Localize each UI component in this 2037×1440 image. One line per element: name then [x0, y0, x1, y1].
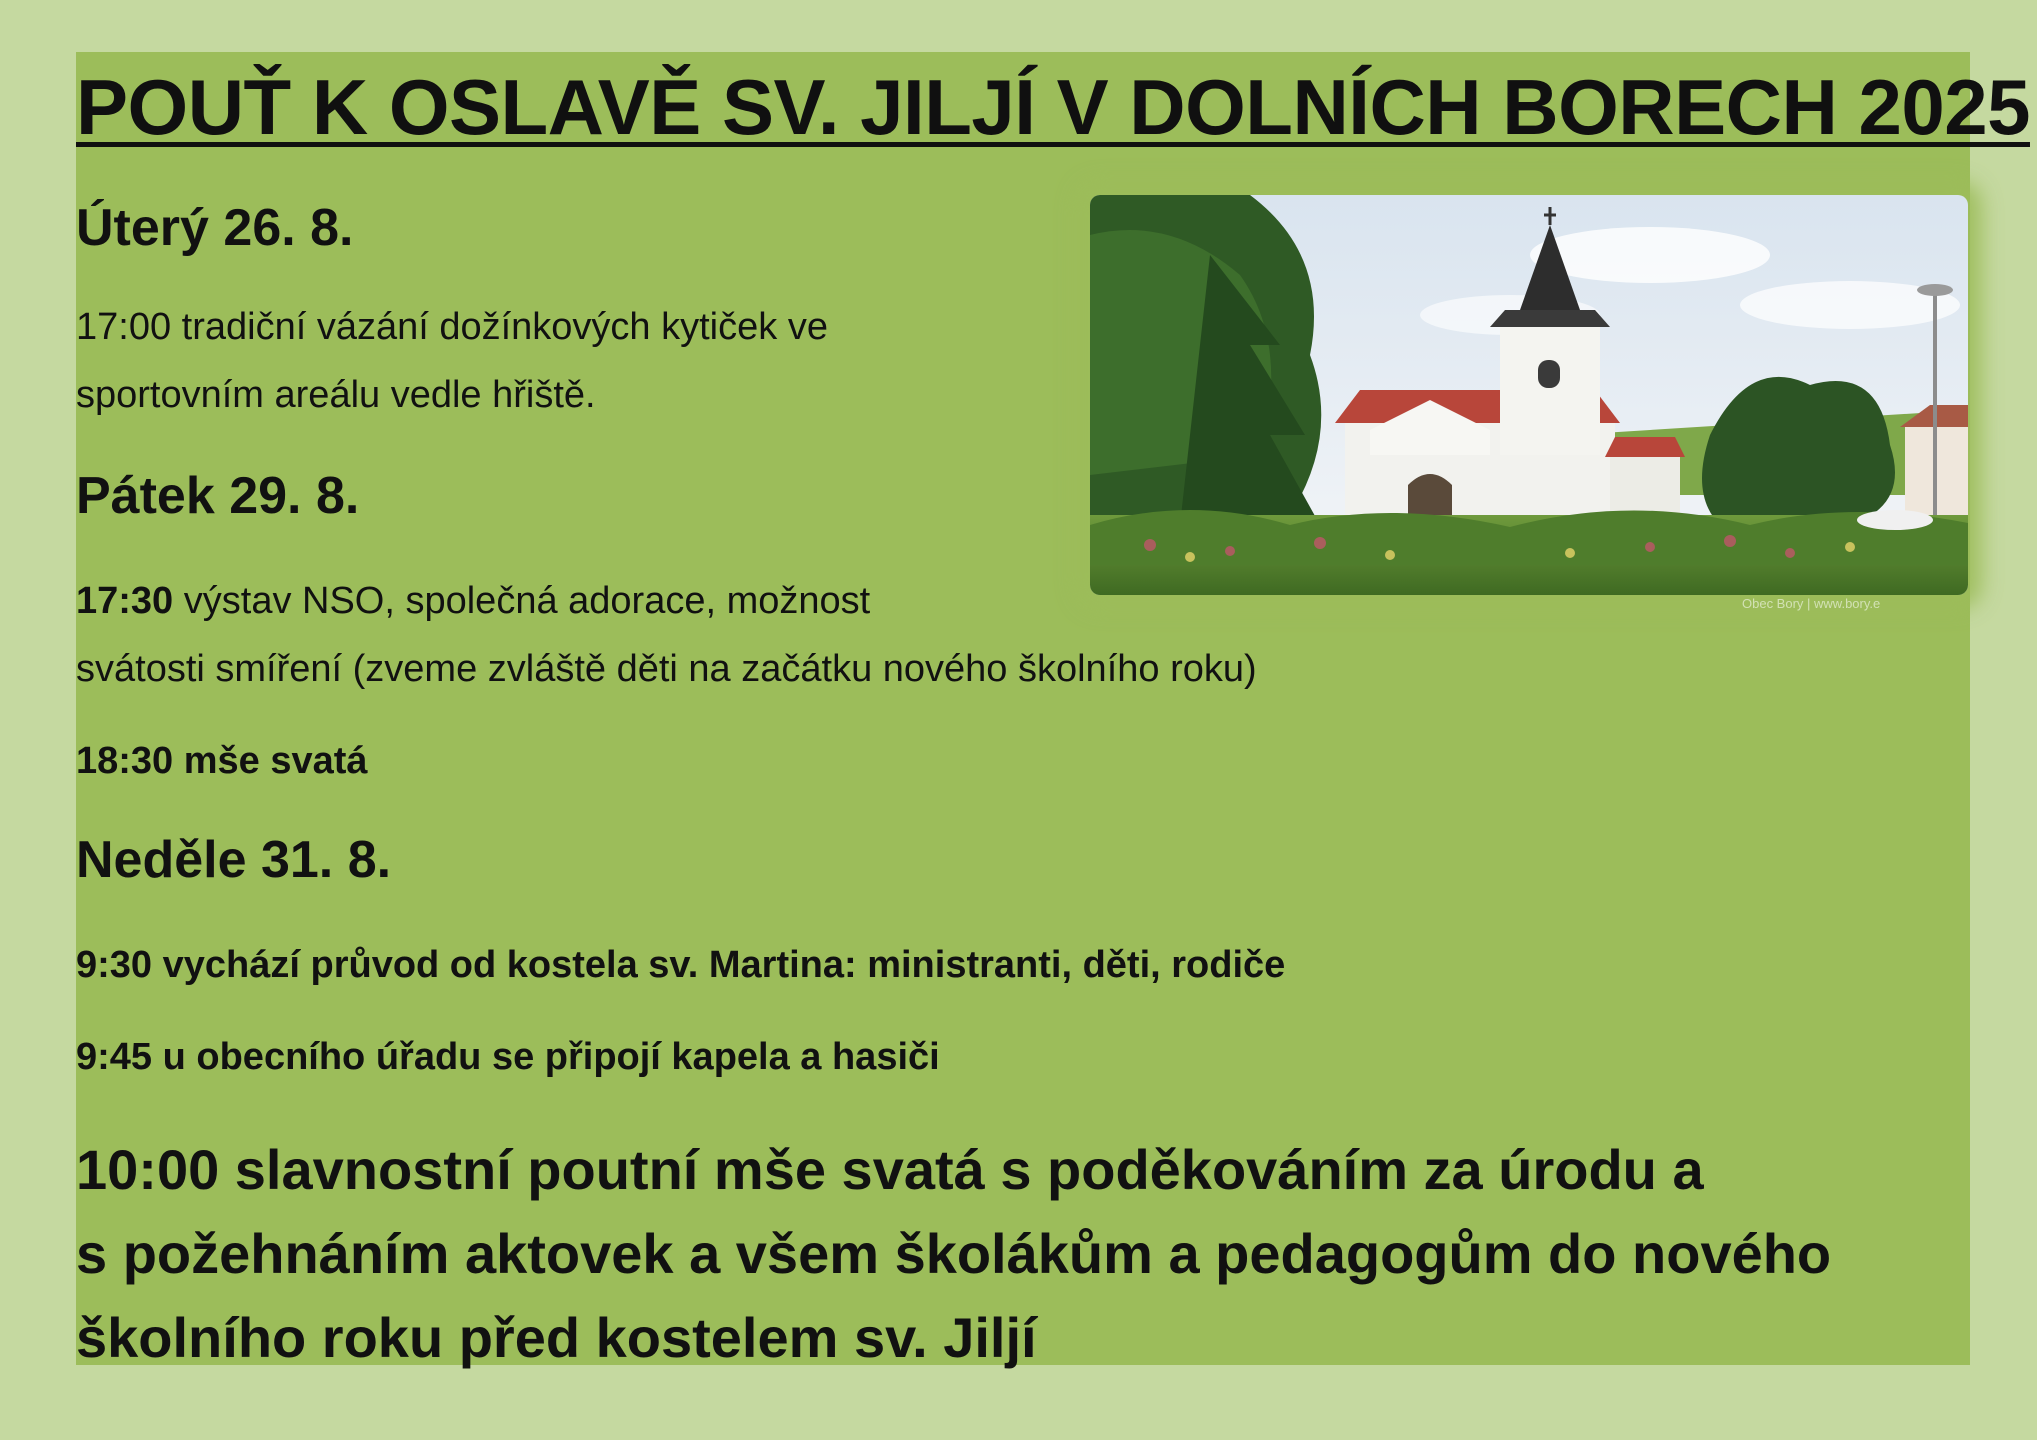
sunday-main-line-1: 10:00 slavnostní poutní mše svatá s poděkováním za úrodu a	[76, 1138, 1704, 1201]
friday-line-2: svátosti smíření (zveme zvláště děti na začátku nového školního roku)	[76, 648, 1257, 690]
friday-mass: 18:30 mše svatá	[76, 740, 368, 782]
church-photo	[1090, 195, 1968, 595]
friday-line-1	[76, 568, 870, 635]
photo-credit: Obec Bory | www.bory.e	[1742, 596, 1881, 611]
sunday-main-line-2: s požehnáním aktovek a všem školákům a pedagogům do nového	[76, 1222, 1832, 1285]
friday-time-1: 17:30	[76, 580, 174, 622]
page-title: POUŤ K OSLAVĚ SV. JILJÍ V DOLNÍCH BORECH 2025	[76, 63, 2030, 151]
sunday-main-mass	[76, 1128, 1831, 1380]
day-heading-friday: Pátek 29. 8.	[76, 467, 360, 525]
tuesday-line-2: sportovním areálu vedle hřiště.	[76, 374, 596, 416]
day-heading-tuesday: Úterý 26. 8.	[76, 199, 354, 257]
day-heading-sunday: Neděle 31. 8.	[76, 831, 392, 889]
tuesday-line-1: 17:00 tradiční vázání dožínkových kytiček ve	[76, 306, 828, 348]
sunday-main-line-3: školního roku před kostelem sv. Jiljí	[76, 1306, 1037, 1369]
sunday-procession: 9:30 vychází průvod od kostela sv. Martina: ministranti, děti, rodiče	[76, 944, 1286, 986]
friday-line-1-text: výstav NSO, společná adorace, možnost	[173, 580, 871, 622]
sunday-band: 9:45 u obecního úřadu se připojí kapela a hasiči	[76, 1036, 940, 1078]
